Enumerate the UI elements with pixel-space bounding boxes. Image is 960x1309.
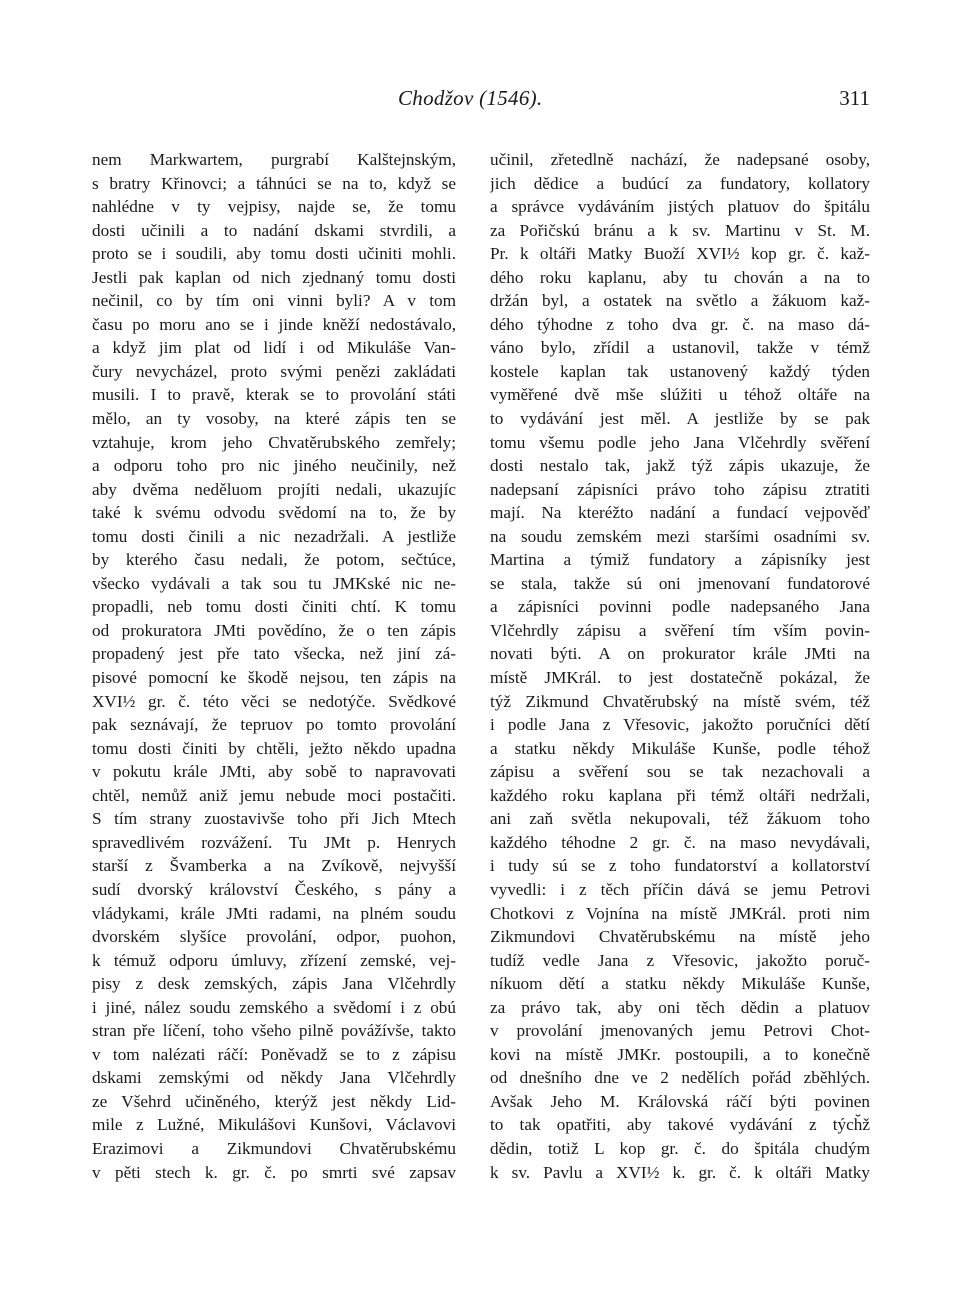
text-line: a když jim plat od lidí i od Mikuláše Van- bbox=[92, 338, 456, 358]
text-line: chtěl, nemůž aniž jemu nebude moci postačiti. bbox=[92, 785, 456, 805]
text-line: mile z Lužné, Mikulášovi Kunšovi, Václavovi bbox=[92, 1115, 456, 1135]
text-line: dosti nestalo tak, jakž týž zápis ukazuje, že bbox=[490, 456, 870, 476]
text-line: času po moru ano se i jinde kněží nedostávalo, bbox=[92, 314, 456, 334]
text-line: musili. I to pravě, kterak se to provolání státi bbox=[92, 385, 456, 405]
text-line: se stala, takže sú oni jmenovaní fundatorové bbox=[490, 573, 870, 593]
text-line: nahlédne v ty vejpisy, najde se, že tomu bbox=[92, 197, 456, 217]
text-line: místě JMKrál. to jest dostatečně pokázal, že bbox=[490, 668, 870, 688]
text-line: aby dvěma neděluom projíti nedali, ukazujíc bbox=[92, 479, 456, 499]
text-line: propadli, neb tomu dosti činiti chtí. K tomu bbox=[92, 597, 456, 617]
text-line: týž Zikmund Chvatěrubský na místě svém, též bbox=[490, 691, 870, 711]
text-line: čury nevycházel, proto svými penězi zakládati bbox=[92, 361, 456, 381]
text-line: tomu všemu podle jeho Jana Vlčehrdly svěření bbox=[490, 432, 870, 452]
text-line: to vydávání jest měl. A jestliže by se pak bbox=[490, 409, 870, 429]
text-line: s bratry Křinovci; a táhnúci se na to, když se bbox=[92, 173, 456, 193]
text-line: kostele kaplan tak ustanovený každý týden bbox=[490, 361, 870, 381]
text-line: pisové pomocní ke škodě nejsou, ten zápis na bbox=[92, 668, 456, 688]
text-line: v pokutu krále JMti, aby sobě to napravovati bbox=[92, 762, 456, 782]
text-line: Chotkovi z Vojnína na místě JMKrál. proti nim bbox=[490, 903, 870, 923]
text-line: nečinil, co by tím oni vinni byli? A v tom bbox=[92, 291, 456, 311]
text-line: k témuž odporu úmluvy, zřízení zemské, vej- bbox=[92, 950, 456, 970]
text-line: mělo, an ty vosoby, na které zápis ten se bbox=[92, 409, 456, 429]
text-line: pak seznávají, že tepruov po tomto provolání bbox=[92, 715, 456, 735]
text-line: držán byl, a ostatek na světlo a žákuom kaž- bbox=[490, 291, 870, 311]
text-line: každého téhodne 2 gr. č. na maso nevydávali, bbox=[490, 832, 870, 852]
text-line: kovi na místě JMKr. postoupili, a to konečně bbox=[490, 1044, 870, 1064]
text-line: Jestli pak kaplan od nich zjednaný tomu dosti bbox=[92, 267, 456, 287]
text-line: tudíž vedle Jana z Vřesovic, jakožto poruč- bbox=[490, 950, 870, 970]
text-line: tomu dosti činiti by chtěli, ježto někdo upadna bbox=[92, 738, 456, 758]
right-text-column bbox=[490, 148, 870, 1184]
text-line: i podle Jana z Vřesovic, jakožto poručníci dětí bbox=[490, 715, 870, 735]
text-line: v pěti stech k. gr. č. po smrti své zapsav bbox=[92, 1162, 456, 1182]
text-line: Avšak Jeho M. Královská ráčí býti povinen bbox=[490, 1091, 870, 1111]
text-line: vyvedli: i z těch příčin dává se jemu Petrovi bbox=[490, 879, 870, 899]
text-line: dvorském slyšíce provolání, odpor, puohon, bbox=[92, 927, 456, 947]
text-line: na soudu zemském mezi staršími osadními sv. bbox=[490, 526, 870, 546]
page-number: 311 bbox=[839, 86, 870, 110]
text-line: za Pořičskú bránu a k sv. Martinu v St. M. bbox=[490, 220, 870, 240]
text-line: S tím strany zuostavivše toho při Jich Mtech bbox=[92, 809, 456, 829]
text-line: starší z Švamberka a na Zvíkově, nejvyšší bbox=[92, 856, 456, 876]
text-line: k sv. Pavlu a XVI½ k. gr. č. k oltáři Matky bbox=[490, 1162, 870, 1182]
text-line: nem Markwartem, purgrabí Kalštejnským, bbox=[92, 150, 456, 169]
text-line: XVI½ gr. č. této věci se nedotýče. Svědkové bbox=[92, 691, 456, 711]
text-line: Martina a týmiž fundatory a zápisníky jest bbox=[490, 550, 870, 570]
text-line: dého roku kaplanu, aby tu chován a na to bbox=[490, 267, 870, 287]
text-line: váno bylo, zřídil a ustanovil, takže v témž bbox=[490, 338, 870, 358]
text-line: to tak opatřiti, aby takové vydávání z tých̆ž bbox=[490, 1115, 870, 1135]
text-line: v provolání jmenovaných jemu Petrovi Chot- bbox=[490, 1021, 870, 1041]
text-line: vyměřené dvě mše slúžiti u téhož oltáře na bbox=[490, 385, 870, 405]
text-line: od prokuratora JMti povědíno, že o ten zápis bbox=[92, 620, 456, 640]
text-line: propadený jest pře tato všecka, než jiní zá- bbox=[92, 644, 456, 664]
text-line: za právo tak, aby oni těch dědin a platuov bbox=[490, 997, 870, 1017]
text-line: Erazimovi a Zikmundovi Chvatěrubskému bbox=[92, 1138, 456, 1158]
text-line: i jiné, nález soudu zemského a svědomí i z obú bbox=[92, 997, 456, 1017]
text-line: zápisu a svěření sou se tak nezachovali a bbox=[490, 762, 870, 782]
text-line: proto se i soudili, aby tomu dosti učiniti mohli. bbox=[92, 244, 456, 264]
text-line: stran pře líčení, toho všeho pilně povážívše, takto bbox=[92, 1021, 456, 1041]
running-title: Chodžov (1546). bbox=[398, 86, 543, 110]
text-line: Vlčehrdly zápisu a svěření tím vším povin- bbox=[490, 620, 870, 640]
text-line: pisy z desk zemských, zápis Jana Vlčehrdly bbox=[92, 974, 456, 994]
text-line: od dnešního dne ve 2 nedělích pořád zběhlých. bbox=[490, 1068, 870, 1088]
text-line: a odporu toho pro nic jiného neučinily, než bbox=[92, 456, 456, 476]
text-line: vládykami, krále JMti radami, na plném soudu bbox=[92, 903, 456, 923]
text-line: by kterého času nedali, že potom, sečtúce, bbox=[92, 550, 456, 570]
page-header bbox=[92, 86, 870, 126]
text-line: sudí dvorský království Českého, s pány a bbox=[92, 879, 456, 899]
text-line: tomu dosti činili a nic nezadržali. A jestliže bbox=[92, 526, 456, 546]
text-line: ze Všehrd učiněného, kterýž jest někdy Lid- bbox=[92, 1091, 456, 1111]
text-line: a zápisníci povinni podle nadepsaného Jana bbox=[490, 597, 870, 617]
text-line: Pr. k oltáři Matky Buoží XVI½ kop gr. č. kaž- bbox=[490, 244, 870, 264]
text-line: jich dědice a budúcí za fundatory, kollatory bbox=[490, 173, 870, 193]
text-line: novati býti. A on prokurator krále JMti na bbox=[490, 644, 870, 664]
text-line: a správce vydáváním jistých platuov do špitálu bbox=[490, 197, 870, 217]
text-line: všecko vydávali a tak sou tu JMKské nic ne- bbox=[92, 573, 456, 593]
text-line: dosti učinili a to nadání dskami stvrdili, a bbox=[92, 220, 456, 240]
text-line: spravedlivém rozvážení. Tu JMt p. Henrych bbox=[92, 832, 456, 852]
text-line: mají. Na kteréžto nadání a fundací vejpověď bbox=[490, 503, 870, 523]
text-line: nadepsaní zápisníci právo toho zápisu ztratiti bbox=[490, 479, 870, 499]
text-line: i tudy sú se z toho fundatorství a kollatorství bbox=[490, 856, 870, 876]
text-line: vztahuje, krom jeho Chvatěrubského zemřely; bbox=[92, 432, 456, 452]
text-line: dého týhodne z toho dva gr. č. na maso dá- bbox=[490, 314, 870, 334]
text-line: níkuom dětí a statku někdy Mikuláše Kunše, bbox=[490, 974, 870, 994]
text-line: dědin, totiž L kop gr. č. do špitála chudým bbox=[490, 1138, 870, 1158]
text-line: také k svému odvodu svědomí na to, že by bbox=[92, 503, 456, 523]
text-line: dskami zemskými od někdy Jana Vlčehrdly bbox=[92, 1068, 456, 1088]
text-line: učinil, zřetedlně nachází, že nadepsané osoby, bbox=[490, 150, 870, 169]
text-line: Zikmundovi Chvatěrubskému na místě jeho bbox=[490, 927, 870, 947]
left-text-column bbox=[92, 148, 456, 1184]
text-line: ani zaň světla nekupovali, též žákuom toho bbox=[490, 809, 870, 829]
text-line: každého roku kaplana při témž oltáři nedržali, bbox=[490, 785, 870, 805]
text-line: a statku někdy Mikuláše Kunše, podle téhož bbox=[490, 738, 870, 758]
text-line: v tom nalézati ráčí: Poněvadž se to z zápisu bbox=[92, 1044, 456, 1064]
